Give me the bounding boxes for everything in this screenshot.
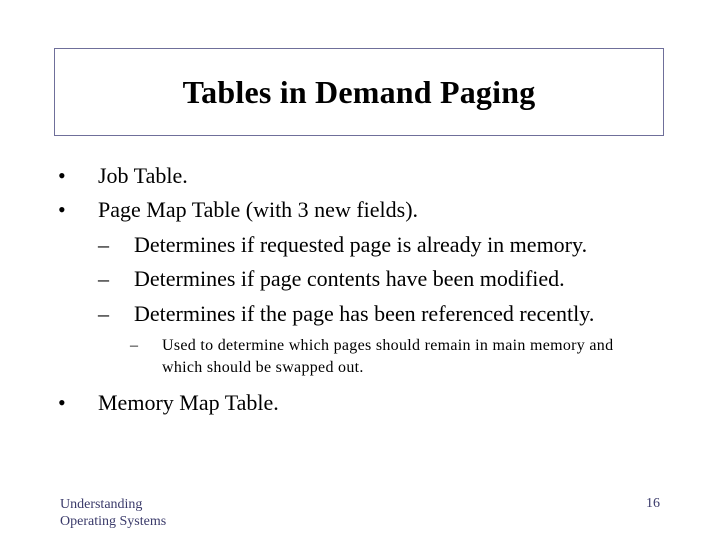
sub-bullet-text: Determines if page contents have been modified. [134, 266, 565, 291]
dash-marker: – [130, 337, 138, 354]
footer-line-2: Operating Systems [60, 514, 167, 529]
sub-sub-bullet-text: Used to determine which pages should remain in main memory and which should be swapped out. [162, 337, 614, 376]
bullet-text: Page Map Table (with 3 new fields). [98, 197, 419, 222]
bullet-marker: • [58, 390, 66, 415]
title-box [54, 48, 664, 136]
dash-marker: – [98, 301, 109, 326]
slide-title: Tables in Demand Paging [182, 73, 536, 110]
sub-bullet-text: Determines if the page has been referenced recently. [134, 301, 595, 326]
bullet-text: Memory Map Table. [98, 390, 279, 415]
bullet-marker: • [58, 197, 66, 222]
footer-course-title [60, 496, 166, 530]
bullet-marker: • [58, 163, 66, 188]
footer-line-1: Understanding [60, 497, 143, 512]
page-number: 16 [646, 496, 660, 511]
dash-marker: – [98, 232, 109, 257]
sub-bullet-text: Determines if requested page is already in memory. [134, 232, 588, 257]
bullet-text: Job Table. [98, 163, 188, 188]
dash-marker: – [98, 266, 109, 291]
